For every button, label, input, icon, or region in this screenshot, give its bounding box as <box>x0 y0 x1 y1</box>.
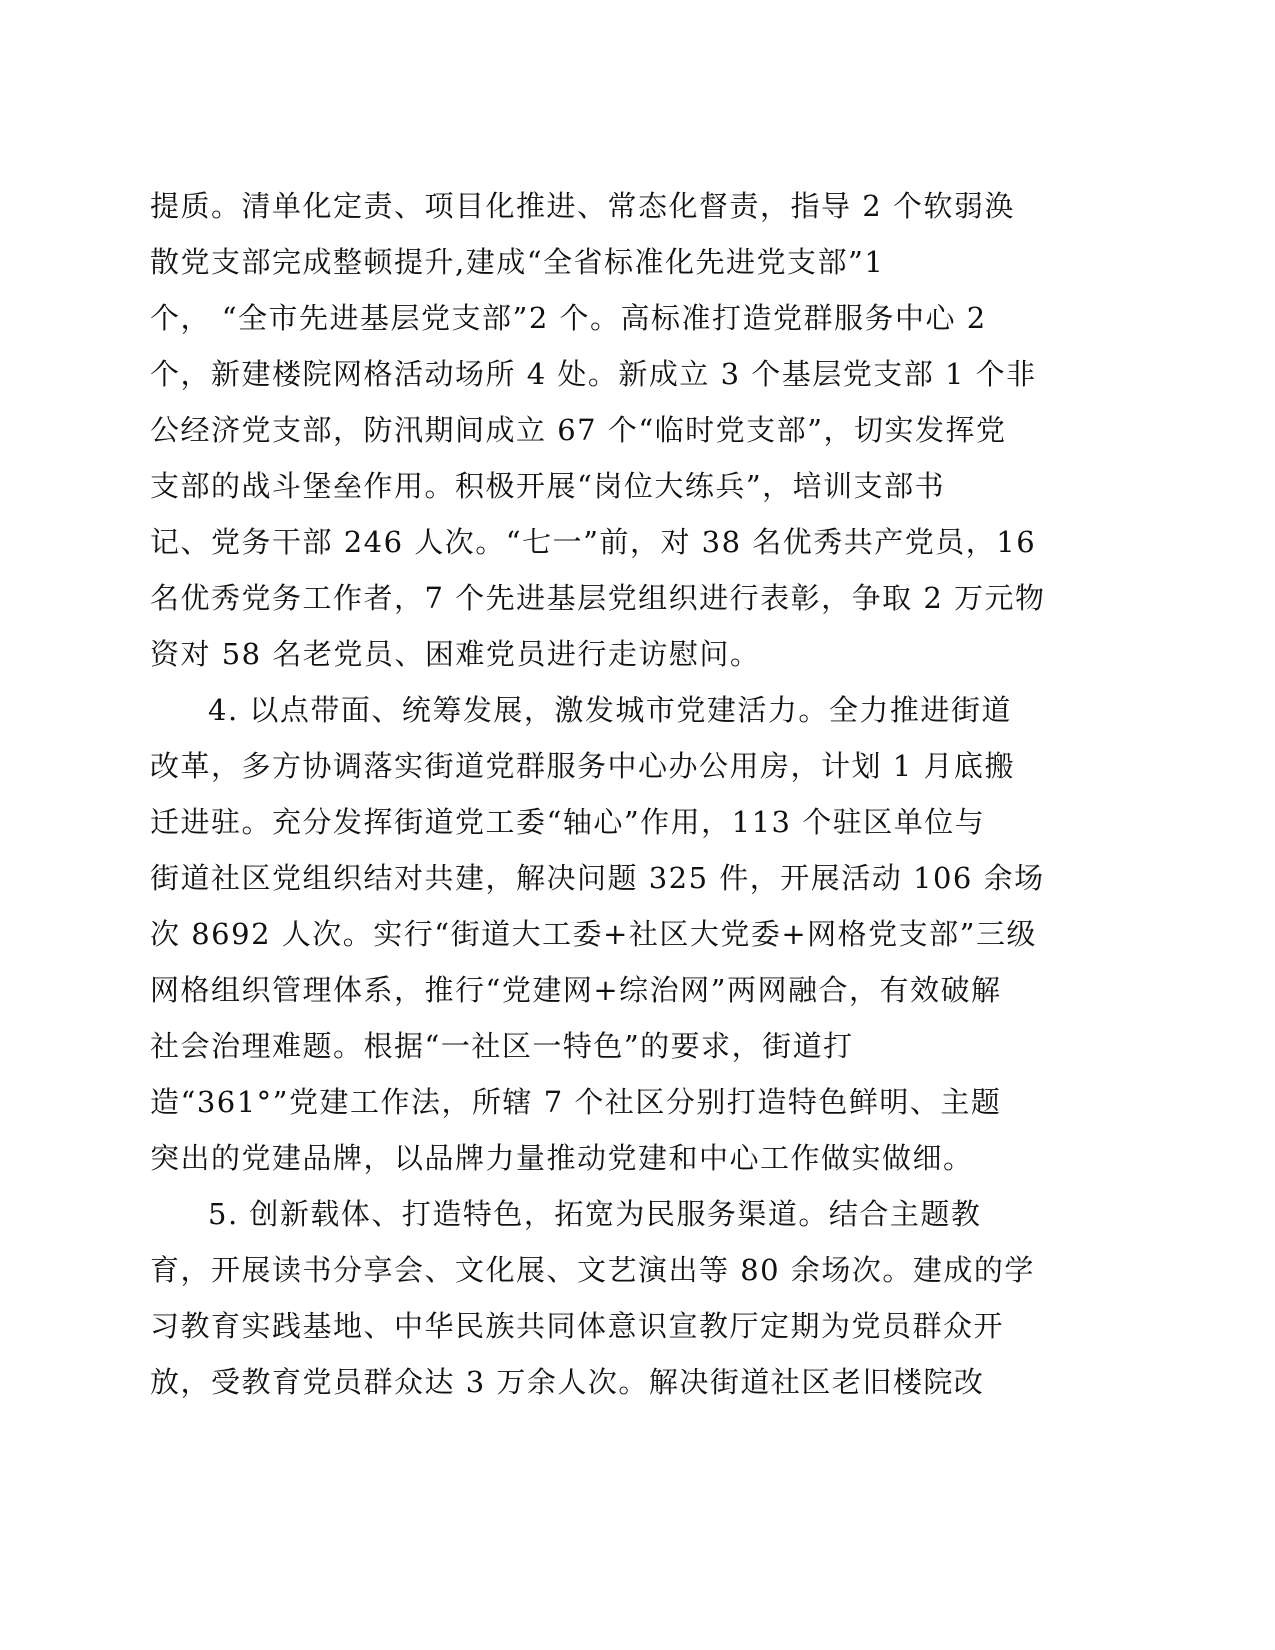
text-line: 育，开展读书分享会、文化展、文艺演出等 80 余场次。建成的学 <box>150 1253 1035 1287</box>
text-line: 网格组织管理体系，推行“党建网+综治网”两网融合，有效破解 <box>150 973 1002 1007</box>
text-line: 个，新建楼院网格活动场所 4 处。新成立 3 个基层党支部 1 个非 <box>150 357 1037 391</box>
text-line: 名优秀党务工作者，7 个先进基层党组织进行表彰，争取 2 万元物 <box>150 581 1046 615</box>
paragraph-heading-line: 4. 以点带面、统筹发展，激发城市党建活力。全力推进街道 <box>208 693 1012 727</box>
text-line: 散党支部完成整顿提升,建成“全省标准化先进党支部”1 <box>150 245 885 279</box>
text-line: 街道社区党组织结对共建，解决问题 325 件，开展活动 106 余场 <box>150 861 1045 895</box>
document-body <box>150 178 1060 1410</box>
paragraph-heading-line: 5. 创新载体、打造特色，拓宽为民服务渠道。结合主题教 <box>208 1197 982 1231</box>
text-line: 公经济党支部，防汛期间成立 67 个“临时党支部”，切实发挥党 <box>150 413 1007 447</box>
text-line: 放，受教育党员群众达 3 万余人次。解决街道社区老旧楼院改 <box>150 1365 985 1399</box>
text-line: 次 8692 人次。实行“街道大工委+社区大党委+网格党支部”三级 <box>150 917 1037 951</box>
text-line: 支部的战斗堡垒作用。积极开展“岗位大练兵”，培训支部书 <box>150 469 946 503</box>
text-line: 改革，多方协调落实街道党群服务中心办公用房，计划 1 月底搬 <box>150 749 1015 783</box>
text-line: 突出的党建品牌，以品牌力量推动党建和中心工作做实做细。 <box>150 1141 974 1175</box>
text-line: 个， “全市先进基层党支部”2 个。高标准打造党群服务中心 2 <box>150 301 987 335</box>
text-line: 社会治理难题。根据“一社区一特色”的要求，街道打 <box>150 1029 854 1063</box>
text-line: 记、党务干部 246 人次。“七一”前，对 38 名优秀共产党员，16 <box>150 525 1037 559</box>
text-line: 习教育实践基地、中华民族共同体意识宣教厅定期为党员群众开 <box>150 1309 1005 1343</box>
text-line: 迁进驻。充分发挥街道党工委“轴心”作用，113 个驻区单位与 <box>150 805 986 839</box>
text-line: 造“361°”党建工作法，所辖 7 个社区分别打造特色鲜明、主题 <box>150 1085 1002 1119</box>
text-line: 资对 58 名老党员、困难党员进行走访慰问。 <box>150 637 761 671</box>
text-line: 提质。清单化定责、项目化推进、常态化督责，指导 2 个软弱涣 <box>150 189 1015 223</box>
